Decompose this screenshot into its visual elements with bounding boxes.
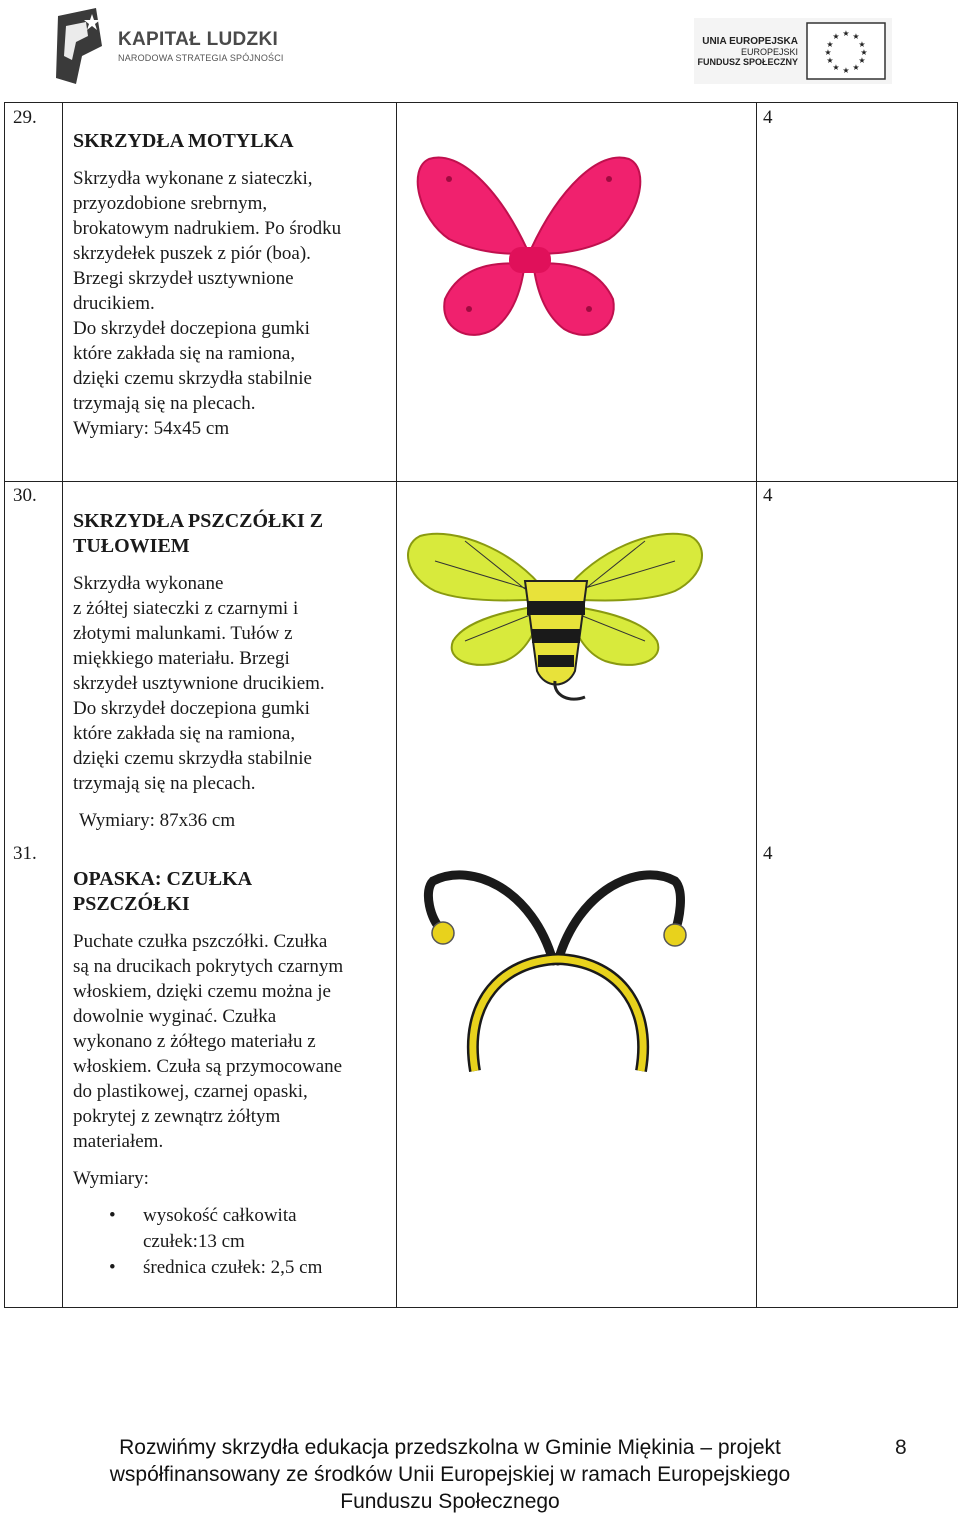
- row-30-description: [73, 509, 391, 833]
- description-line: Skrzydła wykonane z siateczki,: [73, 168, 313, 189]
- description-line: brokatowym nadrukiem. Po środku: [73, 218, 342, 239]
- eu-logo-line2: EUROPEJSKI: [740, 46, 798, 57]
- row-number: 30.: [13, 485, 37, 506]
- row-divider: [5, 481, 957, 482]
- dimensions-list: [73, 1203, 391, 1281]
- description-line: Do skrzydeł doczepiona gumki: [73, 698, 310, 719]
- title-line: TUŁOWIEM: [73, 535, 190, 557]
- quantity: 4: [763, 485, 773, 506]
- description-line: Brzegi skrzydeł usztywnione: [73, 268, 294, 289]
- row-31-description: [73, 867, 391, 1281]
- bee-headband-image: [413, 851, 703, 1091]
- column-divider: [62, 103, 63, 1307]
- bee-wings-image: [405, 521, 705, 711]
- footer-line: Funduszu Społecznego: [340, 1490, 560, 1513]
- description-line: przyozdobione srebrnym,: [73, 193, 268, 214]
- footer-text: [40, 1434, 860, 1515]
- description-line: do plastikowej, czarnej opaski,: [73, 1081, 308, 1102]
- svg-text:★: ★: [860, 48, 868, 57]
- description-line: Wymiary: 54x45 cm: [73, 418, 230, 439]
- product-title: SKRZYDŁA MOTYLKA: [73, 130, 294, 152]
- svg-text:★: ★: [858, 56, 866, 65]
- svg-text:★: ★: [826, 56, 834, 65]
- kapital-ludzki-subtitle: NARODOWA STRATEGIA SPÓJNOŚCI: [118, 53, 284, 63]
- eu-logo-line1: UNIA EUROPEJSKA: [702, 35, 798, 47]
- title-line: PSZCZÓŁKI: [73, 893, 190, 915]
- description-line: które zakłada się na ramiona,: [73, 723, 296, 744]
- description-line: są na drucikach pokrytych czarnym: [73, 956, 344, 977]
- butterfly-wings-image: [409, 139, 649, 349]
- svg-text:★: ★: [824, 48, 832, 57]
- product-description: [73, 571, 391, 796]
- svg-text:★: ★: [842, 66, 850, 75]
- description-line: dowolnie wyginać. Czułka: [73, 1006, 277, 1027]
- product-description: [73, 166, 391, 441]
- product-table: [4, 102, 958, 1308]
- description-line: wykonano z żółtego materiału z: [73, 1031, 316, 1052]
- svg-text:★: ★: [858, 40, 866, 49]
- eu-flag-icon: [806, 22, 886, 80]
- description-line: drucikiem.: [73, 293, 155, 314]
- description-line: Skrzydła wykonane: [73, 573, 224, 594]
- column-divider: [396, 103, 397, 1307]
- footer-line: współfinansowany ze środków Unii Europejskiej w ramach Europejskiego: [109, 1463, 791, 1486]
- quantity: 4: [763, 843, 773, 864]
- description-line: trzymają się na plecach.: [73, 773, 256, 794]
- svg-text:★: ★: [852, 63, 860, 72]
- description-line: skrzydeł usztywnione drucikiem.: [73, 673, 325, 694]
- quantity: 4: [763, 107, 773, 128]
- bullet-icon: •: [109, 1205, 116, 1226]
- description-line: miękkiego materiału. Brzegi: [73, 648, 290, 669]
- title-line: OPASKA: CZUŁKA: [73, 868, 253, 890]
- list-item: [73, 1203, 391, 1255]
- kapital-ludzki-logo: [52, 4, 322, 88]
- product-dimensions: Wymiary: 87x36 cm: [79, 810, 236, 831]
- product-dimensions-label: Wymiary:: [73, 1168, 149, 1189]
- description-line: włoskiem. Czuła są przymocowane: [73, 1056, 343, 1077]
- list-item: [73, 1255, 391, 1281]
- svg-text:★: ★: [852, 32, 860, 41]
- svg-text:★: ★: [826, 40, 834, 49]
- description-line: włoskiem, dzięki czemu można je: [73, 981, 331, 1002]
- eu-logo-line3: FUNDUSZ SPOŁECZNY: [697, 56, 798, 67]
- description-line: skrzydełek puszek z piór (boa).: [73, 243, 311, 264]
- description-line: materiałem.: [73, 1131, 164, 1152]
- bullet-line: średnica czułek: 2,5 cm: [143, 1257, 323, 1278]
- svg-text:★: ★: [842, 29, 850, 38]
- row-number: 31.: [13, 843, 37, 864]
- description-line: dzięki czemu skrzydła stabilnie: [73, 748, 312, 769]
- bullet-line: czułek:13 cm: [143, 1231, 245, 1252]
- row-29-description: [73, 129, 391, 441]
- eu-logo: [694, 18, 892, 84]
- bullet-line: wysokość całkowita: [143, 1205, 297, 1226]
- description-line: z żółtej siateczki z czarnymi i: [73, 598, 299, 619]
- column-divider: [756, 103, 757, 1307]
- footer-line: Rozwińmy skrzydła edukacja przedszkolna w Gminie Miękinia – projekt: [119, 1436, 781, 1459]
- row-number: 29.: [13, 107, 37, 128]
- description-line: Do skrzydeł doczepiona gumki: [73, 318, 310, 339]
- product-title: [73, 509, 391, 559]
- kapital-ludzki-title: KAPITAŁ LUDZKI: [118, 29, 279, 50]
- title-line: SKRZYDŁA PSZCZÓŁKI Z: [73, 510, 324, 532]
- product-description: [73, 929, 391, 1154]
- description-line: które zakłada się na ramiona,: [73, 343, 296, 364]
- bullet-icon: •: [109, 1257, 116, 1278]
- description-line: dzięki czemu skrzydła stabilnie: [73, 368, 312, 389]
- svg-text:★: ★: [832, 63, 840, 72]
- description-line: pokrytej z zewnątrz żółtym: [73, 1106, 281, 1127]
- description-line: złotymi malunkami. Tułów z: [73, 623, 293, 644]
- page-number: 8: [895, 1436, 907, 1459]
- description-line: Puchate czułka pszczółki. Czułka: [73, 931, 328, 952]
- kapital-ludzki-icon: [52, 6, 108, 86]
- svg-text:★: ★: [832, 32, 840, 41]
- description-line: trzymają się na plecach.: [73, 393, 256, 414]
- product-title: [73, 867, 391, 917]
